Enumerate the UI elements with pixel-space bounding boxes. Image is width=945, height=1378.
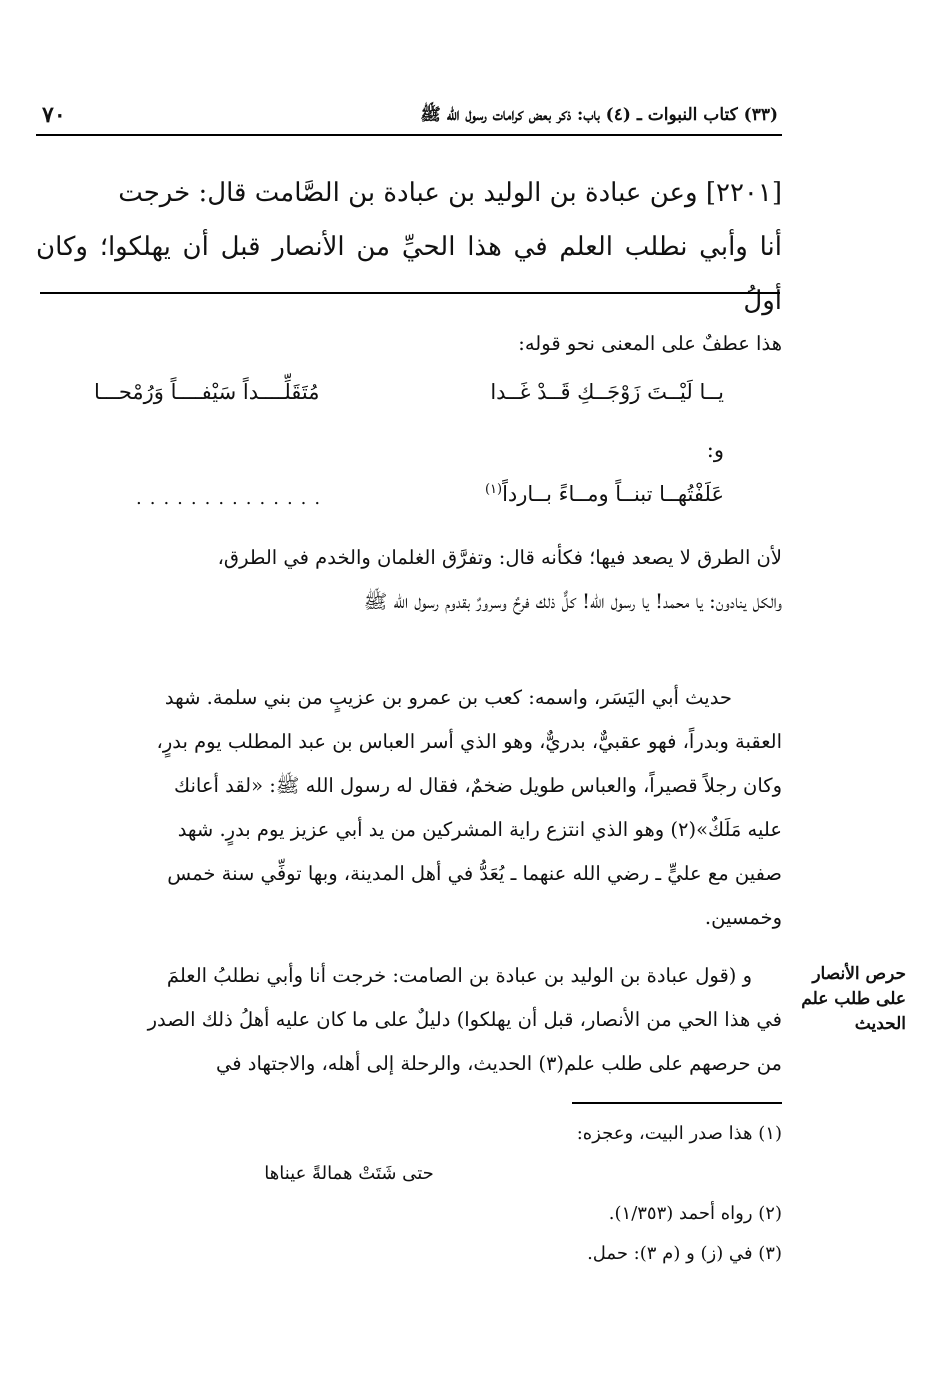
paragraph-line: لأن الطرق لا يصعد فيها؛ فكأنه قال: وتفرَّق الغلمان والخدم في الطرق،	[217, 546, 782, 569]
page-header	[36, 100, 782, 136]
paragraph-line: والكل ينادون: يا محمد! يا رسول الله! كلٌّ ذلك فرحٌ وسرورٌ بقدوم رسول الله ﷺ	[363, 590, 782, 613]
verse-line	[36, 482, 782, 522]
paragraph-line: العقبة وبدراً، فهو عقبيٌّ، بدريٌّ، وهو الذي أسر العباس بن عبد المطلب يوم بدرٍ،	[156, 730, 782, 753]
margin-note	[786, 962, 906, 1037]
paragraph-line: عليه مَلَكٌ»(٢) وهو الذي انتزع راية المشركين من يد أبي عزيز يوم بدرٍ. شهد	[177, 818, 782, 841]
paragraph-line: في هذا الحي من الأنصار، قبل أن يهلكوا) دليلٌ على ما كان عليه أهلُ ذلك الصدر	[147, 1008, 782, 1031]
footnote-2: (٢) رواه أحمد (١/٣٥٣).	[608, 1203, 782, 1224]
hadith-line: [٢٢٠١] وعن عبادة بن الوليد بن عبادة بن الصَّامت قال: خرجت	[118, 178, 782, 208]
margin-note-line: حرص الأنصار	[812, 964, 906, 984]
margin-note-line: الحديث	[854, 1014, 906, 1034]
footnote-1-verse: حتى شَتَتْ همالةً عيناها	[264, 1163, 434, 1184]
paragraph-line: وخمسين.	[704, 906, 782, 929]
margin-note-line: على طلب علم	[801, 989, 906, 1009]
hadith-line: أنا وأبي نطلب العلم في هذا الحيِّ من الأنصار قبل أن يهلكوا؛ وكان أولُ	[36, 232, 782, 316]
ellipsis-dots: ..............	[136, 488, 329, 509]
verse-second	[485, 482, 724, 506]
paragraph-line: صفين مع عليٍّ ـ رضي الله عنهما ـ يُعَدُّ في أهل المدينة، وبها توفِّي سنة خمس	[167, 862, 782, 885]
footnote-1: (١) هذا صدر البيت، وعجزه:	[576, 1123, 782, 1144]
commentary-intro: هذا عطفٌ على المعنى نحو قوله:	[518, 332, 782, 355]
footnote-rule	[572, 1102, 782, 1104]
text-separator-rule	[40, 292, 780, 294]
paragraph-line: حديث أبي اليَسَر، واسمه: كعب بن عمرو بن عزيبٍ من بني سلمة. شهد	[164, 686, 732, 709]
running-title: (٣٣) كتاب النبوات ـ (٤) باب: ذكر بعض كرامات رسول الله ﷺ	[420, 105, 778, 125]
paragraph-line: وكان رجلاً قصيراً، والعباس طويل ضخمٌ، فقال له رسول الله ﷺ: «لقد أعانك	[174, 774, 782, 797]
verse-second-hemistich: مُتَقَلِّــــداً سَيْفــــاً وَرُمْحـــا	[94, 380, 320, 404]
commentary-paragraph	[36, 954, 782, 1086]
footnote-3: (٣) في (ز) و (م ٣): حمل.	[587, 1243, 782, 1264]
footnote-marker: (١)	[484, 482, 503, 497]
hadith-text	[36, 166, 782, 328]
footnotes	[36, 1114, 782, 1274]
commentary-paragraph	[36, 676, 782, 940]
commentary-paragraph	[36, 536, 782, 624]
conjunction-text: و:	[706, 438, 724, 462]
paragraph-line: من حرصهم على طلب علم(٣) الحديث، والرحلة إلى أهله، والاجتهاد في	[215, 1052, 782, 1075]
verse-first-hemistich: يــا لَيْــتَ زَوْجَــكِ قَــدْ غَــدا	[490, 380, 724, 404]
conjunction-line	[36, 438, 782, 478]
paragraph-line: و (قول عبادة بن الوليد بن عبادة بن الصامت: خرجت أنا وأبي نطلبُ العلمَ	[166, 964, 752, 987]
page-number: ٧٠	[42, 102, 66, 128]
commentary-intro-block	[36, 322, 782, 366]
verse-text: عَلَفْتُهــا تبنــاً ومــاءً بــارداً	[502, 482, 724, 506]
verse-line	[36, 380, 782, 420]
